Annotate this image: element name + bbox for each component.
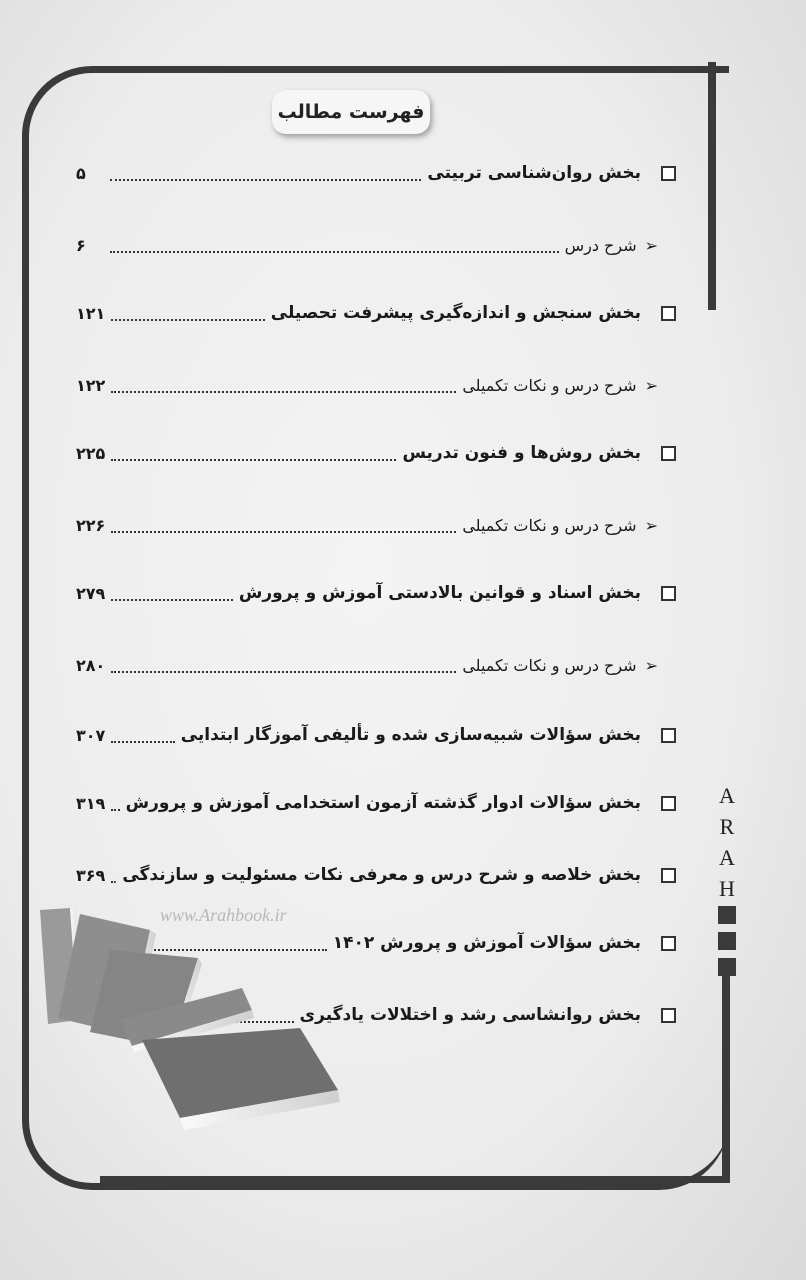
arrow-icon: ➢ [644, 655, 658, 675]
page-title: فهرست مطالب [272, 90, 430, 134]
frame-right-top [708, 62, 716, 310]
leader-dots [110, 165, 421, 181]
checkbox-icon [661, 1008, 676, 1023]
decor-square [718, 958, 736, 976]
leader-dots [111, 727, 174, 743]
checkbox-icon [661, 306, 676, 321]
toc-entry[interactable]: بخش روانشاسی رشد و اختلالات یادگیری [76, 1000, 676, 1030]
arrow-icon: ➢ [644, 235, 658, 255]
checkbox-icon [661, 166, 676, 181]
toc-entry[interactable]: بخش خلاصه و شرح درس و معرفی نکات مسئولیت و سازندگی ۳۶۹ [76, 860, 676, 890]
publisher-letters: A R A H [719, 783, 735, 901]
toc-entry[interactable]: ➢ شرح درس و نکات تکمیلی ۱۲۲ [76, 375, 658, 395]
checkbox-icon [661, 728, 676, 743]
toc-entry[interactable]: بخش روان‌شناسی تربیتی ۵ [76, 158, 676, 188]
frame-bottom [100, 1176, 730, 1183]
decor-square [718, 906, 736, 924]
leader-dots [111, 377, 456, 393]
leader-dots [111, 305, 264, 321]
toc-entry[interactable]: بخش سؤالات شبیه‌سازی شده و تألیفی آموزگار ابتدایی ۳۰۷ [76, 720, 676, 750]
leader-dots [111, 867, 116, 883]
frame-right-bottom [722, 970, 730, 1178]
leader-dots [111, 657, 456, 673]
toc-entry[interactable]: ➢ شرح درس و نکات تکمیلی ۲۸۰ [76, 655, 658, 675]
decor-square [718, 932, 736, 950]
leader-dots [111, 585, 233, 601]
books-illustration [30, 900, 360, 1140]
leader-dots [111, 517, 456, 533]
checkbox-icon [661, 936, 676, 951]
checkbox-icon [661, 796, 676, 811]
toc-entry[interactable]: بخش سؤالات آموزش و پرورش ۱۴۰۲ [76, 928, 676, 958]
toc-entry[interactable]: بخش سنجش و اندازه‌گیری پیشرفت تحصیلی ۱۲۱ [76, 298, 676, 328]
arrow-icon: ➢ [644, 375, 658, 395]
toc-entry[interactable]: بخش اسناد و قوانین بالادستی آموزش و پرورش ۲۷۹ [76, 578, 676, 608]
leader-dots [111, 795, 119, 811]
toc-entry[interactable]: بخش سؤالات ادوار گذشته آزمون استخدامی آموزش و پرورش ۳۱۹ [76, 788, 676, 818]
checkbox-icon [661, 868, 676, 883]
toc-entry[interactable]: ➢ شرح درس ۶ [76, 235, 658, 255]
checkbox-icon [661, 586, 676, 601]
arrow-icon: ➢ [644, 515, 658, 535]
book-icon [142, 1028, 340, 1130]
leader-dots [110, 237, 559, 253]
watermark: www.Arahbook.ir [160, 905, 287, 925]
toc-entry[interactable]: بخش روش‌ها و فنون تدریس ۲۲۵ [76, 438, 676, 468]
toc-entry[interactable]: ➢ شرح درس و نکات تکمیلی ۲۲۶ [76, 515, 658, 535]
leader-dots [111, 445, 396, 461]
checkbox-icon [661, 446, 676, 461]
